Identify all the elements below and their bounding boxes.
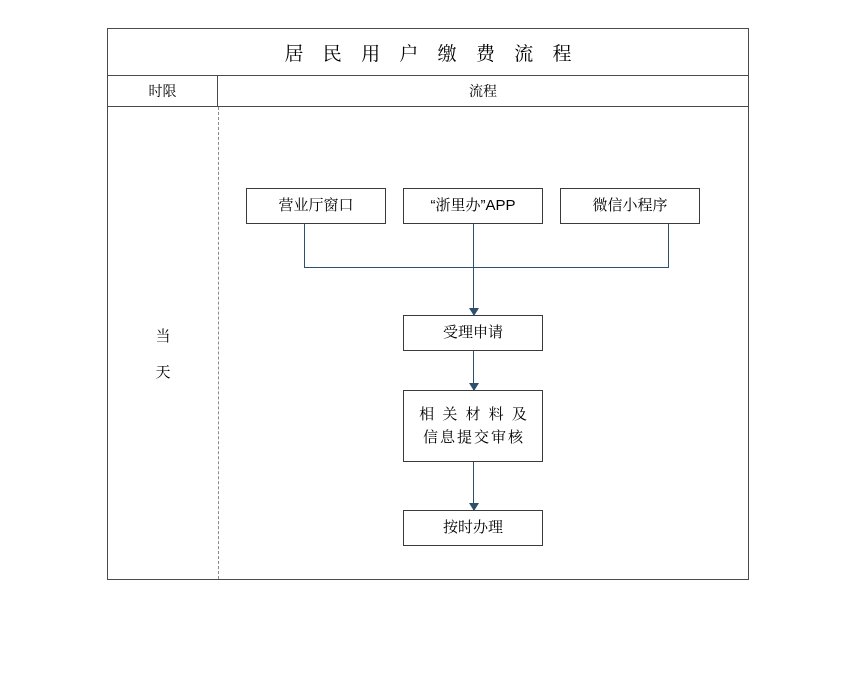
node-accept-application: 受理申请 (403, 315, 543, 351)
time-limit-label-line2: 天 (155, 364, 171, 381)
column-header-time: 时限 (108, 76, 218, 106)
node-handle-on-time: 按时办理 (403, 510, 543, 546)
node-submit-materials (403, 390, 543, 462)
time-limit-label (108, 319, 218, 391)
process-flow-diagram (107, 28, 749, 580)
node-business-hall-window: 营业厅窗口 (246, 188, 386, 224)
node-zhelistic-app: “浙里办”APP (403, 188, 543, 224)
page-title: 居 民 用 户 缴 费 流 程 (284, 43, 579, 65)
connector-merge-bus (304, 267, 669, 268)
column-divider (218, 107, 219, 579)
connector-wechat-down (668, 224, 669, 268)
column-header-flow: 流程 (469, 83, 497, 99)
diagram-body (108, 107, 748, 579)
table-header-row (108, 76, 748, 107)
node-submit-materials-line1: 相 关 材 料 及 (419, 405, 529, 423)
connector-hall-down (304, 224, 305, 268)
node-wechat-mini-program: 微信小程序 (560, 188, 700, 224)
node-submit-materials-line2: 信息提交审核 (422, 429, 525, 446)
time-limit-label-line1: 当 (155, 328, 171, 345)
diagram-title-row (108, 29, 748, 76)
connector-app-down (473, 224, 474, 268)
